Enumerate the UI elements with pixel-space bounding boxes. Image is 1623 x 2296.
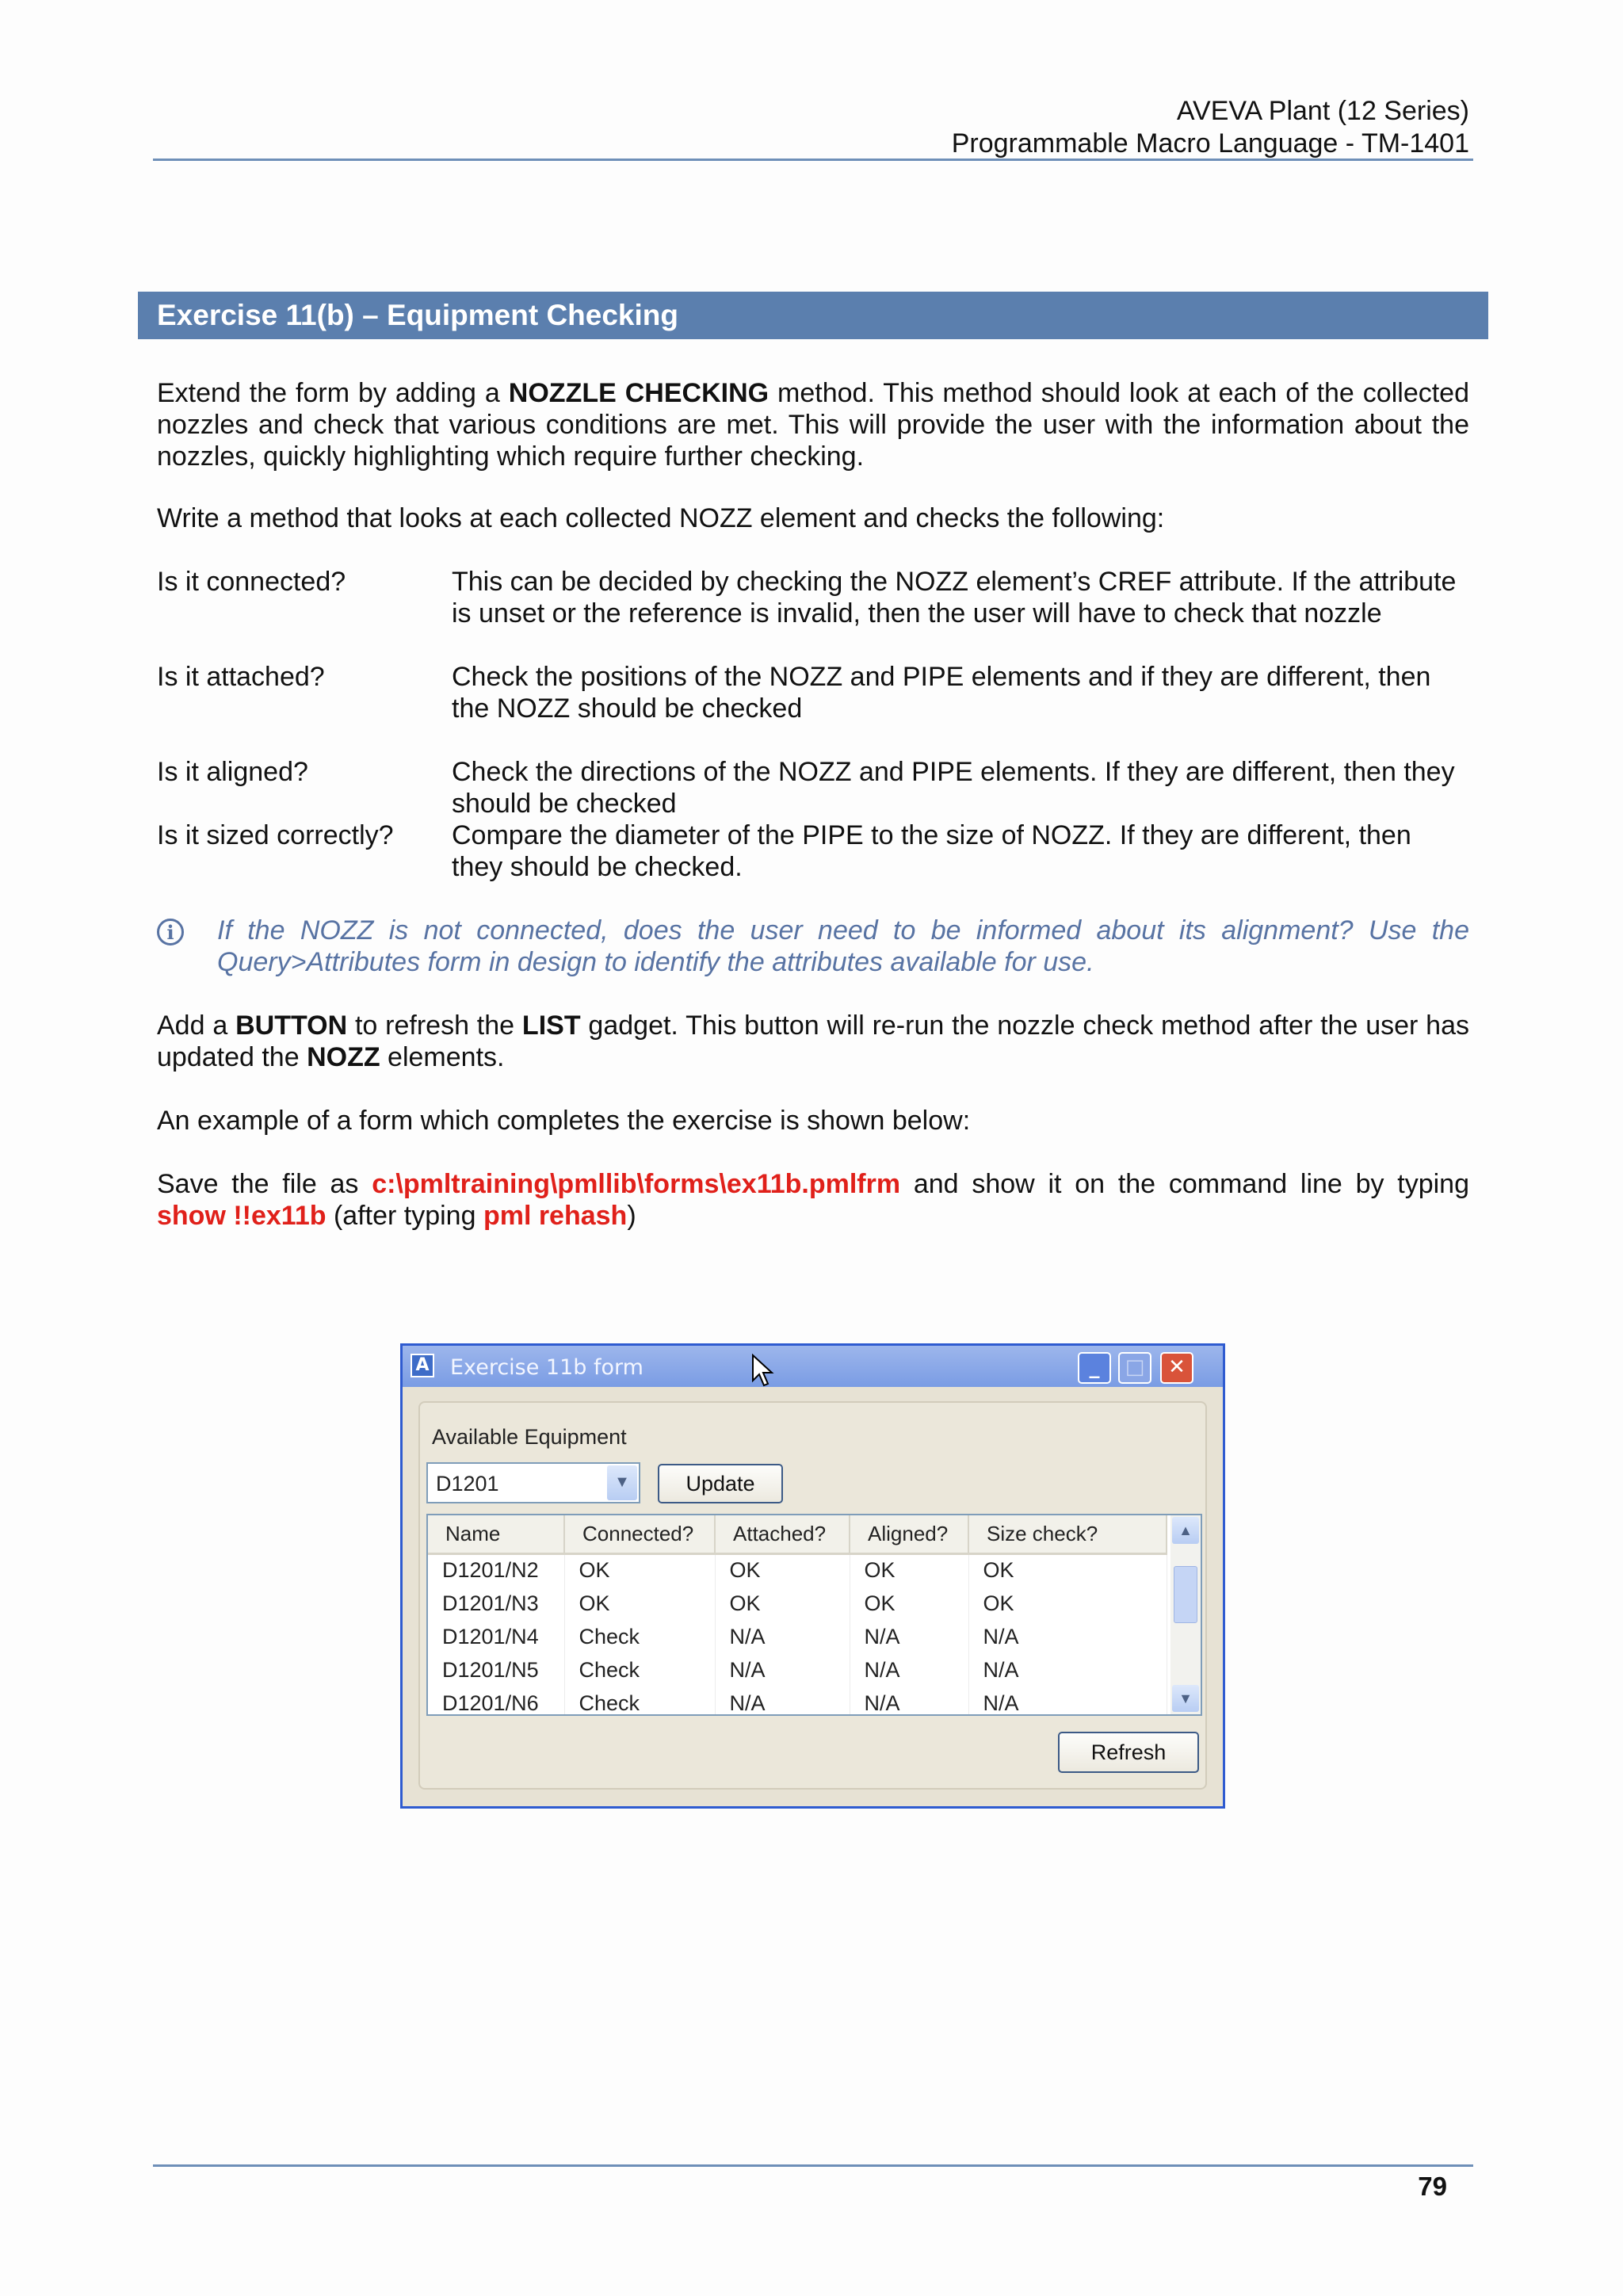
cell-connected: Check [564, 1687, 715, 1716]
header-rule [153, 159, 1473, 161]
example-paragraph: An example of a form which completes the exercise is shown below: [157, 1106, 971, 1136]
intro-bold: NOZZLE CHECKING [508, 378, 769, 408]
cell-aligned: N/A [850, 1687, 968, 1716]
check-term: Is it attached? [157, 662, 325, 692]
info-note [157, 915, 1469, 978]
note-text: If the NOZZ is not connected, does the user need to be informed about its alignment? Use the Query>Attributes form in design to identify the attributes available for use. [217, 915, 1469, 977]
footer-rule [153, 2164, 1473, 2167]
cell-size: N/A [968, 1620, 1167, 1653]
column-header[interactable]: Aligned? [850, 1515, 968, 1553]
equipment-combo[interactable] [426, 1462, 640, 1503]
cell-aligned: N/A [850, 1653, 968, 1687]
scroll-thumb[interactable] [1174, 1566, 1197, 1623]
save-paragraph: Save the file as c:\pmltraining\pmllib\forms\ex11b.pmlfrm and show it on the command line by typing show !!ex11b (after typing pml rehash) [157, 1169, 1469, 1231]
cell-name: D1201/N3 [428, 1587, 564, 1620]
page-header [952, 95, 1469, 160]
cell-attached: N/A [715, 1620, 850, 1653]
nozzle-table [428, 1515, 1167, 1716]
cell-name: D1201/N6 [428, 1687, 564, 1716]
column-header[interactable]: Attached? [715, 1515, 850, 1553]
column-header[interactable]: Size check? [968, 1515, 1167, 1553]
cell-size: OK [968, 1587, 1167, 1620]
intro-paragraph [157, 377, 1469, 472]
available-equipment-label: Available Equipment [432, 1425, 627, 1449]
refresh-button[interactable]: Refresh [1058, 1732, 1199, 1773]
intro-text-a: Extend the form by adding a [157, 378, 509, 408]
chevron-down-icon[interactable]: ▼ [607, 1465, 637, 1500]
scroll-down-icon[interactable]: ▼ [1172, 1685, 1199, 1712]
header-line-1: AVEVA Plant (12 Series) [1176, 96, 1469, 126]
app-icon: A [411, 1354, 434, 1377]
check-desc: This can be decided by checking the NOZZ element’s CREF attribute. If the attribute is unset or the reference is invalid, then the user will have to check that nozzle [452, 567, 1457, 628]
window-title: Exercise 11b form [450, 1355, 643, 1380]
scroll-up-icon[interactable]: ▲ [1172, 1517, 1199, 1544]
method-paragraph: Write a method that looks at each collected NOZZ element and checks the following: [157, 503, 1165, 533]
nozzle-list[interactable] [426, 1514, 1202, 1716]
check-row-attached [157, 661, 1469, 724]
minimize-button[interactable]: _ [1078, 1352, 1111, 1384]
show-command: show !!ex11b [157, 1201, 327, 1231]
cell-attached: N/A [715, 1653, 850, 1687]
cell-connected: Check [564, 1653, 715, 1687]
cell-connected: OK [564, 1553, 715, 1587]
button-paragraph: Add a BUTTON to refresh the LIST gadget. This button will re-run the nozzle check method after the user has updated the NOZZ elements. [157, 1010, 1469, 1072]
cell-connected: OK [564, 1587, 715, 1620]
update-button[interactable]: Update [658, 1464, 783, 1503]
cell-name: D1201/N5 [428, 1653, 564, 1687]
table-row[interactable] [428, 1653, 1167, 1687]
cell-size: N/A [968, 1687, 1167, 1716]
cell-attached: OK [715, 1553, 850, 1587]
combo-value: D1201 [436, 1472, 499, 1496]
check-row-aligned [157, 756, 1469, 819]
file-path: c:\pmltraining\pmllib\forms\ex11b.pmlfrm [372, 1169, 901, 1199]
rehash-command: pml rehash [483, 1201, 628, 1231]
mouse-cursor-icon [751, 1354, 775, 1389]
table-row[interactable] [428, 1687, 1167, 1716]
section-title: Exercise 11(b) – Equipment Checking [138, 292, 1488, 339]
check-desc: Check the directions of the NOZZ and PIPE elements. If they are different, then they should be checked [452, 757, 1455, 819]
table-row[interactable] [428, 1620, 1167, 1653]
cell-aligned: OK [850, 1553, 968, 1587]
close-button[interactable]: ✕ [1160, 1352, 1193, 1384]
check-desc: Check the positions of the NOZZ and PIPE elements and if they are different, then the NOZZ should be checked [452, 662, 1431, 724]
table-header-row [428, 1515, 1167, 1553]
check-row-connected [157, 566, 1469, 629]
exercise-form-window [400, 1343, 1225, 1809]
cell-name: D1201/N4 [428, 1620, 564, 1653]
intro-text-c: method. This method should look at each of the collected nozzles and check that various conditions are met. This will provide the user with the information about the nozzles, quickly highlighting which require further checking. [157, 378, 1469, 472]
cell-connected: Check [564, 1620, 715, 1653]
check-term: Is it aligned? [157, 757, 308, 787]
info-icon: i [157, 919, 184, 946]
check-row-sized [157, 819, 1469, 883]
cell-size: OK [968, 1553, 1167, 1587]
window-titlebar[interactable] [403, 1346, 1223, 1387]
body-content [157, 377, 1469, 1232]
check-desc: Compare the diameter of the PIPE to the size of NOZZ. If they are different, then they should be checked. [452, 820, 1411, 882]
table-row[interactable] [428, 1587, 1167, 1620]
page-number: 79 [1418, 2172, 1447, 2201]
equipment-frame [418, 1401, 1207, 1790]
cell-name: D1201/N2 [428, 1553, 564, 1587]
table-row[interactable] [428, 1553, 1167, 1587]
column-header[interactable]: Name [428, 1515, 564, 1553]
header-line-2: Programmable Macro Language - TM-1401 [951, 128, 1469, 159]
column-header[interactable]: Connected? [564, 1515, 715, 1553]
check-term: Is it connected? [157, 567, 346, 597]
maximize-button[interactable]: □ [1118, 1352, 1151, 1384]
cell-aligned: OK [850, 1587, 968, 1620]
check-term: Is it sized correctly? [157, 820, 394, 850]
cell-aligned: N/A [850, 1620, 968, 1653]
cell-attached: N/A [715, 1687, 850, 1716]
cell-size: N/A [968, 1653, 1167, 1687]
cell-attached: OK [715, 1587, 850, 1620]
list-scrollbar[interactable] [1170, 1515, 1201, 1714]
